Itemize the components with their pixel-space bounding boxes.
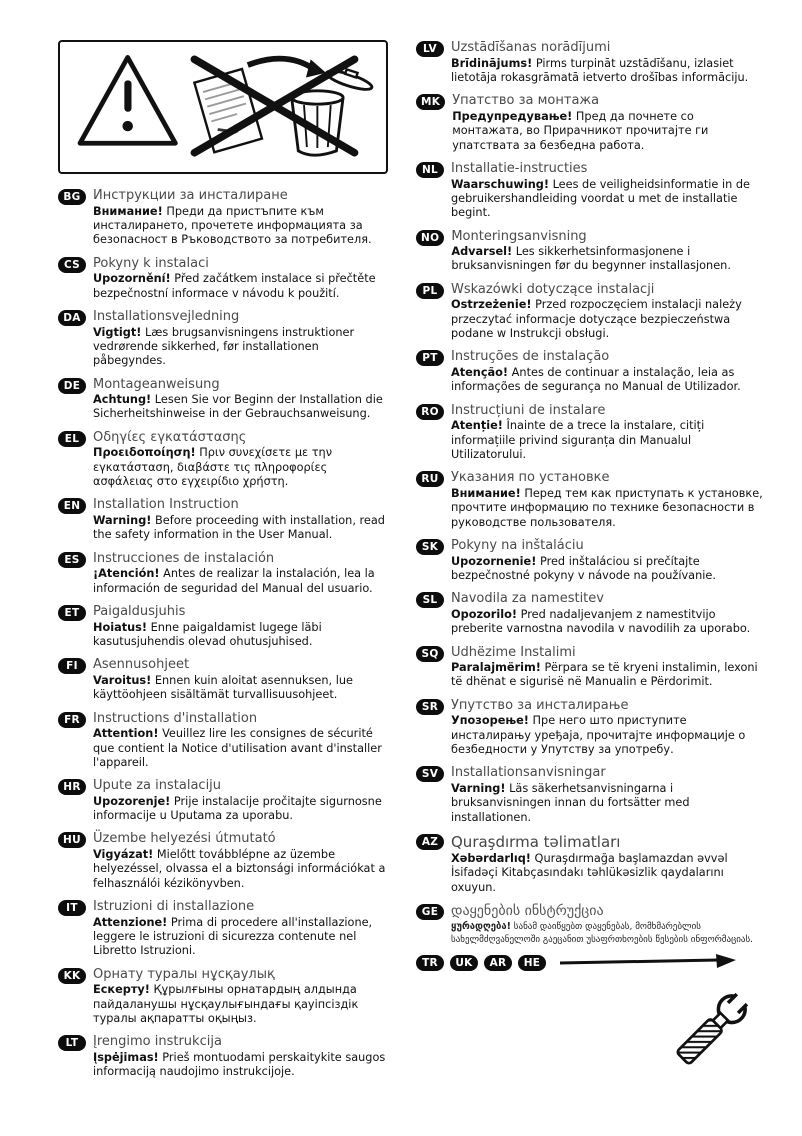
right-column — [416, 40, 766, 1112]
entry-title: Installationsvejledning — [93, 308, 240, 324]
entry-content — [451, 698, 766, 758]
entry-text: Przed rozpoczęciem instalacji należy przeczytać informacje dotyczące bezpieczeństwa podane w Instrukcji obsługi. — [451, 298, 742, 341]
language-entry — [58, 711, 390, 771]
entry-text: Antes de realizar la instalación, lea la información de seguridad del Manual del usuario. — [93, 567, 375, 595]
language-code-badge: PL — [416, 283, 444, 299]
entry-warning-label: Varoitus! — [93, 673, 152, 687]
entry-warning-label: Προειδοποίηση! — [93, 446, 196, 460]
language-code-badge: HR — [58, 779, 86, 795]
entry-warning-label: Paralajmërim! — [451, 661, 541, 675]
entry-warning-label: Hoiatus! — [93, 620, 148, 634]
language-entry — [58, 778, 390, 823]
entry-content — [93, 778, 390, 823]
entry-title: Οδηγίες εγκατάστασης — [93, 429, 247, 445]
entry-warning-label: Įspėjimas! — [93, 1050, 159, 1064]
entry-warning-label: Xəbərdarlıq! — [451, 852, 531, 866]
entry-warning-label: Ostrzeżenie! — [451, 298, 532, 312]
entry-text: Құрылғыны орнатардың алдында пайдаланушы нұсқаулығындағы қауіпсіздік туралы ақпаратты оқыңыз. — [93, 983, 359, 1025]
entry-body — [93, 1051, 390, 1080]
tools-illustration — [416, 981, 766, 1079]
entry-warning-label: Varning! — [451, 782, 506, 796]
language-code-badge: LV — [416, 41, 444, 57]
entry-body — [93, 795, 390, 824]
entry-body — [451, 555, 766, 584]
language-entry — [416, 591, 766, 636]
entry-content — [93, 657, 390, 702]
language-code-badge: ES — [58, 552, 86, 568]
entry-body — [451, 57, 766, 86]
entry-text: Përpara se të kryeni instalimin, lexoni të dhënat e sigurisë në Manualin e Përdorimit. — [451, 661, 758, 689]
language-entry — [416, 470, 766, 530]
entry-content — [451, 161, 766, 221]
language-code-badge: NL — [416, 162, 444, 178]
entry-content — [451, 403, 766, 463]
entry-body — [451, 366, 766, 395]
entry-text: Prije instalacije pročitajte sigurnosne informacije u Uputama za uporabu. — [93, 794, 382, 823]
language-code-badge: ET — [58, 605, 86, 621]
entry-title: Pokyny k instalaci — [93, 255, 209, 271]
warning-graphic-box — [58, 40, 388, 174]
entry-title: Installation Instruction — [93, 497, 239, 513]
entry-content — [451, 349, 766, 394]
entry-text: Před začátkem instalace si přečtěte bezpečnostní informace v návodu k použití. — [93, 272, 376, 300]
entry-title: Wskazówki dotyczące instalacji — [451, 281, 655, 297]
entry-text: Quraşdırmağa başlamazdan əvvəl İsifadəçi Kitabçasındakı təhlükəsizlik qaydalarını oxuyun. — [451, 852, 728, 894]
entry-title: Üzembe helyezési útmutató — [93, 831, 276, 847]
language-entry — [58, 1034, 390, 1079]
entry-text: Ennen kuin aloitat asennuksen, lue käyttöohjeen sisältämät turvallisuusohjeet. — [93, 673, 353, 702]
entry-text: Læs brugsanvisningens instruktioner vedrørende sikkerhed, før installationen påbegyndes. — [93, 325, 355, 368]
language-code-badge: KK — [58, 968, 86, 984]
entry-content — [93, 188, 390, 248]
language-code-badge: EL — [58, 431, 86, 447]
language-code-badge: SV — [416, 766, 444, 782]
language-code-badge: BG — [58, 189, 86, 205]
entry-text: Pirms turpināt uzstādīšanu, izlasiet lietotāja rokasgrāmatā ietverto drošības informāciju. — [451, 56, 749, 84]
entry-body — [93, 621, 390, 650]
language-code-badge: CS — [58, 257, 86, 273]
entry-content — [93, 256, 390, 301]
entry-warning-label: Attention! — [93, 727, 159, 741]
language-code-badge: SQ — [416, 646, 444, 662]
language-code-badge: SK — [416, 539, 444, 555]
entry-content — [93, 967, 390, 1027]
entry-body — [451, 921, 766, 946]
warning-triangle-icon — [80, 57, 175, 143]
more-languages-row — [416, 954, 766, 971]
entry-title: Instrucțiuni de instalare — [451, 402, 606, 418]
language-entry — [416, 93, 766, 153]
entry-title: Asennusohjeet — [93, 657, 190, 673]
entry-body — [93, 446, 390, 489]
arrow-right-icon — [558, 954, 738, 970]
entry-title: Paigaldusjuhis — [93, 604, 186, 619]
right-column-entries — [416, 40, 766, 946]
entry-warning-label: Upozorenje! — [93, 794, 171, 808]
entry-body — [93, 205, 390, 248]
entry-warning-label: Vigtigt! — [93, 325, 142, 339]
language-entry — [58, 309, 390, 369]
entry-title: Упутство за инсталирање — [451, 697, 629, 713]
language-entry — [416, 645, 766, 690]
language-entry — [58, 188, 390, 248]
entry-body — [451, 714, 766, 757]
entry-body — [451, 487, 766, 530]
entry-content — [93, 377, 390, 422]
entry-title: Instructions d'installation — [93, 710, 258, 726]
language-entry — [58, 899, 390, 959]
language-entry — [58, 377, 390, 422]
entry-warning-label: Vigyázat! — [93, 848, 154, 862]
entry-text: Prima di procedere all'installazione, leggere le istruzioni di sicurezza contenute nel Libretto Istruzioni. — [93, 915, 373, 958]
language-entry — [416, 403, 766, 463]
entry-text: Prieš montuodami perskaitykite saugos informaciją naudojimo instrukcijoje. — [93, 1050, 386, 1079]
entry-text: Пре него што приступите инсталирању уређаја, прочитајте информације о безбедности у Упутству за употребу. — [451, 714, 746, 757]
language-code-badge: NO — [416, 230, 444, 246]
entry-title: დაყენების ინსტრუქცია — [451, 903, 604, 920]
entry-warning-label: Upozornenie! — [451, 554, 537, 568]
entry-text: Перед тем как приступать к установке, прочтите информацию по технике безопасности в руководстве пользователя. — [451, 486, 763, 529]
entry-body — [452, 110, 766, 153]
language-code-badge: HE — [518, 955, 546, 971]
language-entry — [58, 551, 390, 596]
language-code-badge: TR — [416, 955, 444, 971]
entry-warning-label: Warning! — [93, 514, 152, 528]
language-entry — [416, 40, 766, 85]
language-code-badge: DA — [58, 310, 86, 326]
left-column — [58, 40, 390, 1112]
language-code-badge: SL — [416, 592, 444, 608]
language-entry — [416, 903, 766, 946]
entry-text: Läs säkerhetsanvisningarna i bruksanvisningen innan du fortsätter med installationen. — [451, 782, 690, 824]
language-code-badge: SR — [416, 699, 444, 715]
language-code-badge: EN — [58, 498, 86, 514]
entry-title: Uzstādīšanas norādījumi — [451, 40, 611, 55]
entry-body — [451, 661, 766, 690]
language-code-badge: DE — [58, 378, 86, 394]
entry-title: Istruzioni di installazione — [93, 899, 255, 915]
more-languages-pills — [416, 954, 546, 971]
entry-warning-label: Upozornění! — [93, 272, 171, 286]
entry-warning-label: Упозорење! — [451, 714, 529, 728]
language-entry — [58, 967, 390, 1027]
language-entry — [416, 538, 766, 583]
entry-content — [93, 430, 390, 490]
language-entry — [416, 833, 766, 895]
language-entry — [58, 604, 390, 649]
language-entry — [416, 698, 766, 758]
entry-text: Преди да пристъпите към инсталирането, прочетете информацията за безопасност в Ръководството за потребителя. — [93, 204, 372, 247]
entry-title: Quraşdırma təlimatları — [451, 833, 621, 852]
entry-body — [451, 245, 766, 274]
entry-text: Mielőtt továbblépne az üzembe helyezéssel, olvassa el a biztonsági információkat a felhasználói kézikönyvben. — [93, 848, 386, 890]
entry-content — [451, 765, 766, 825]
entry-content — [451, 538, 766, 583]
entry-warning-label: ყურადღება! — [451, 920, 511, 932]
entry-body — [451, 852, 766, 895]
entry-text: Enne paigaldamist lugege läbi kasutusjuhendis olevad ohutusjuhised. — [93, 620, 322, 648]
entry-content — [451, 903, 766, 946]
entry-content — [452, 93, 766, 153]
entry-text: Veuillez lire les consignes de sécurité que contient la Notice d'utilisation avant d'installer l'appareil. — [93, 727, 382, 769]
entry-text: Пред да почнете со монтажата, во Прирачникот прочитајте ги упатствата за безбедна работа. — [452, 109, 709, 152]
entry-title: Installationsanvisningar — [451, 765, 606, 781]
language-code-badge: RU — [416, 471, 444, 487]
entry-warning-label: Atenção! — [451, 366, 509, 380]
entry-text: Pred nadaljevanjem z namestitvijo preberite varnostna navodila v navodilih za uporabo. — [451, 607, 751, 636]
language-entry — [416, 282, 766, 342]
entry-content — [451, 470, 766, 530]
entry-title: Указания по установке — [451, 470, 610, 486]
entry-warning-label: Opozorilo! — [451, 607, 518, 621]
language-entry — [58, 657, 390, 702]
language-code-badge: FR — [58, 712, 86, 728]
language-code-badge: MK — [416, 94, 445, 110]
left-column-entries — [58, 188, 390, 1080]
entry-content — [451, 229, 766, 274]
entry-content — [93, 604, 390, 649]
entry-body — [93, 514, 390, 543]
entry-warning-label: Atenție! — [451, 419, 503, 433]
entry-text: Before proceeding with installation, read the safety information in the User Manual. — [93, 514, 385, 542]
entry-body — [93, 674, 390, 703]
entry-warning-label: Attenzione! — [93, 915, 168, 929]
language-code-badge: HU — [58, 832, 86, 848]
language-entry — [416, 229, 766, 274]
entry-body — [93, 272, 390, 301]
language-code-badge: FI — [58, 658, 86, 674]
language-entry — [58, 831, 390, 891]
language-code-badge: PT — [416, 350, 444, 366]
entry-text: Πριν συνεχίσετε με την εγκατάσταση, διαβάστε τις πληροφορίες ασφάλειας στο εγχειρίδιο χρήστη. — [93, 446, 333, 489]
entry-text: Antes de continuar a instalação, leia as informações de segurança no Manual de Utilizador. — [451, 366, 741, 394]
discard-manual-warning-icon — [67, 46, 379, 168]
entry-warning-label: Ескерту! — [93, 983, 150, 997]
entry-warning-label: Предупредување! — [452, 109, 573, 123]
language-code-badge: RO — [416, 404, 444, 420]
language-code-badge: UK — [450, 955, 478, 971]
entry-title: Upute za instalaciju — [93, 778, 222, 794]
entry-title: Monteringsanvisning — [451, 228, 587, 244]
entry-content — [451, 40, 766, 85]
entry-body — [451, 782, 766, 825]
entry-content — [451, 833, 766, 895]
entry-content — [451, 282, 766, 342]
entry-warning-label: Brīdinājums! — [451, 56, 533, 70]
entry-body — [451, 178, 766, 221]
entry-body — [93, 567, 390, 596]
entry-text: Pred inštaláciou si prečítajte bezpečnostné pokyny v návode na používanie. — [451, 554, 716, 582]
entry-title: Instruções de instalação — [451, 349, 610, 365]
entry-body — [93, 916, 390, 959]
entry-title: Montageanweisung — [93, 376, 220, 392]
entry-title: Navodila za namestitev — [451, 591, 604, 607]
entry-content — [93, 309, 390, 369]
language-entry — [58, 497, 390, 542]
entry-title: Installatie-instructies — [451, 160, 588, 176]
entry-content — [93, 1034, 390, 1079]
entry-title: Įrengimo instrukcija — [93, 1034, 222, 1050]
language-entry — [416, 765, 766, 825]
entry-body — [93, 393, 390, 422]
language-entry — [58, 256, 390, 301]
entry-content — [93, 899, 390, 959]
entry-warning-label: Advarsel! — [451, 245, 513, 259]
entry-body — [93, 983, 390, 1026]
arrow-curve-icon — [248, 59, 317, 71]
entry-warning-label: Waarschuwing! — [451, 177, 549, 191]
language-entry — [58, 430, 390, 490]
language-entry — [416, 161, 766, 221]
entry-text: Lees de veiligheidsinformatie in de gebruikershandleiding voordat u met de installatie begint. — [451, 177, 750, 220]
entry-content — [451, 645, 766, 690]
entry-body — [93, 848, 390, 891]
language-code-badge: GE — [416, 904, 444, 920]
language-entry — [416, 349, 766, 394]
entry-warning-label: Внимание! — [93, 204, 163, 218]
entry-body — [451, 298, 766, 341]
language-code-badge: IT — [58, 900, 86, 916]
entry-content — [93, 551, 390, 596]
entry-text: Lesen Sie vor Beginn der Installation die Sicherheitshinweise in der Gebrauchsanweisung. — [93, 393, 383, 421]
entry-warning-label: ¡Atención! — [93, 567, 160, 581]
entry-body — [451, 419, 766, 462]
entry-warning-label: Achtung! — [93, 393, 152, 407]
entry-body — [93, 727, 390, 770]
entry-title: Instrucciones de instalación — [93, 550, 275, 566]
entry-content — [93, 711, 390, 771]
entry-text: Les sikkerhetsinformasjonene i bruksanvisningen før du begynner installasjonen. — [451, 245, 731, 273]
entry-content — [93, 497, 390, 542]
entry-title: Инструкции за инсталиране — [93, 188, 288, 203]
entry-title: Упатство за монтажа — [452, 93, 600, 109]
entry-title: Udhëzime Instalimi — [451, 644, 576, 660]
entry-warning-label: Внимание! — [451, 486, 521, 500]
entry-content — [93, 831, 390, 891]
entry-body — [451, 608, 766, 637]
entry-text: Înainte de a trece la instalare, citiți informațiile privind siguranța din Manualul Utilizatorului. — [451, 419, 705, 461]
tools-wrench-icon — [662, 981, 760, 1079]
language-code-badge: AR — [484, 955, 512, 971]
entry-content — [451, 591, 766, 636]
entry-body — [93, 326, 390, 369]
language-code-badge: LT — [58, 1035, 86, 1051]
entry-text: სანამ დაიწყებთ დაყენებას, მომხმარებლის სახელმძღვანელოში გაეცანით უსაფრთხოების წესების ინფორმაციას. — [451, 921, 754, 945]
language-code-badge: AZ — [416, 834, 444, 850]
entry-title: Pokyny na inštaláciu — [451, 537, 584, 553]
entry-title: Орнату туралы нұсқаулық — [93, 966, 275, 982]
